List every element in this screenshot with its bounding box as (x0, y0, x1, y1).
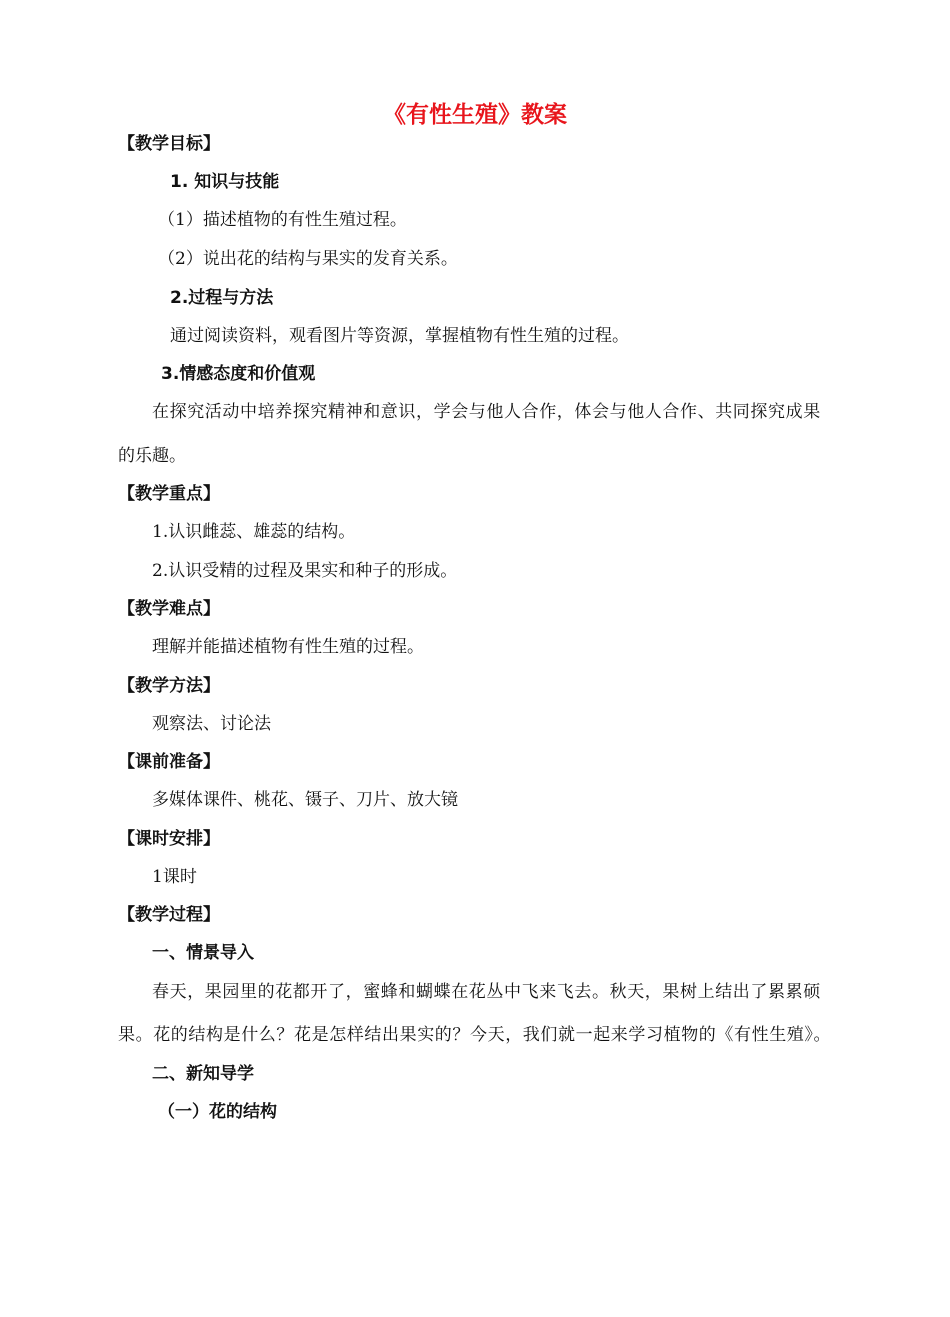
section-heading-difficulties: 【教学难点】 (118, 599, 220, 619)
process-part-1-text-line-2: 果。花的结构是什么？花是怎样结出果实的？今天，我们就一起来学习植物的《有性生殖》。 (118, 1025, 832, 1045)
process-part-2-sub-heading: （一）花的结构 (158, 1102, 277, 1122)
page-title: 《有性生殖》教案 (383, 102, 567, 128)
section-heading-methods: 【教学方法】 (118, 676, 220, 696)
process-text: 通过阅读资料，观看图片等资源，掌握植物有性生殖的过程。 (170, 326, 629, 346)
subheading-knowledge-skills: 1. 知识与技能 (170, 172, 280, 192)
emotion-text-line-1: 在探究活动中培养探究精神和意识，学会与他人合作，体会与他人合作、共同探究成果 (152, 402, 821, 422)
emotion-text-line-2: 的乐趣。 (118, 446, 186, 466)
key-point-item-1: 1.认识雌蕊、雄蕊的结构。 (152, 522, 356, 542)
process-part-1-text-line-1: 春天，果园里的花都开了，蜜蜂和蝴蝶在花丛中飞来飞去。秋天，果树上结出了累累硕 (152, 982, 821, 1002)
section-heading-objectives: 【教学目标】 (118, 134, 220, 154)
process-part-2-heading: 二、新知导学 (152, 1064, 254, 1084)
knowledge-item-2: （2）说出花的结构与果实的发育关系。 (158, 249, 458, 269)
section-heading-key-points: 【教学重点】 (118, 484, 220, 504)
subheading-emotion-values: 3.情感态度和价值观 (161, 364, 316, 384)
section-heading-process: 【教学过程】 (118, 905, 220, 925)
methods-text: 观察法、讨论法 (152, 714, 271, 734)
subheading-process-method: 2.过程与方法 (170, 288, 274, 308)
preparation-text: 多媒体课件、桃花、镊子、刀片、放大镜 (152, 790, 458, 810)
section-heading-schedule: 【课时安排】 (118, 829, 220, 849)
difficulties-text: 理解并能描述植物有性生殖的过程。 (152, 637, 424, 657)
process-part-1-heading: 一、情景导入 (152, 943, 254, 963)
key-point-item-2: 2.认识受精的过程及果实和种子的形成。 (152, 561, 458, 581)
knowledge-item-1: （1）描述植物的有性生殖过程。 (158, 210, 407, 230)
schedule-text: 1课时 (152, 867, 197, 887)
section-heading-preparation: 【课前准备】 (118, 752, 220, 772)
